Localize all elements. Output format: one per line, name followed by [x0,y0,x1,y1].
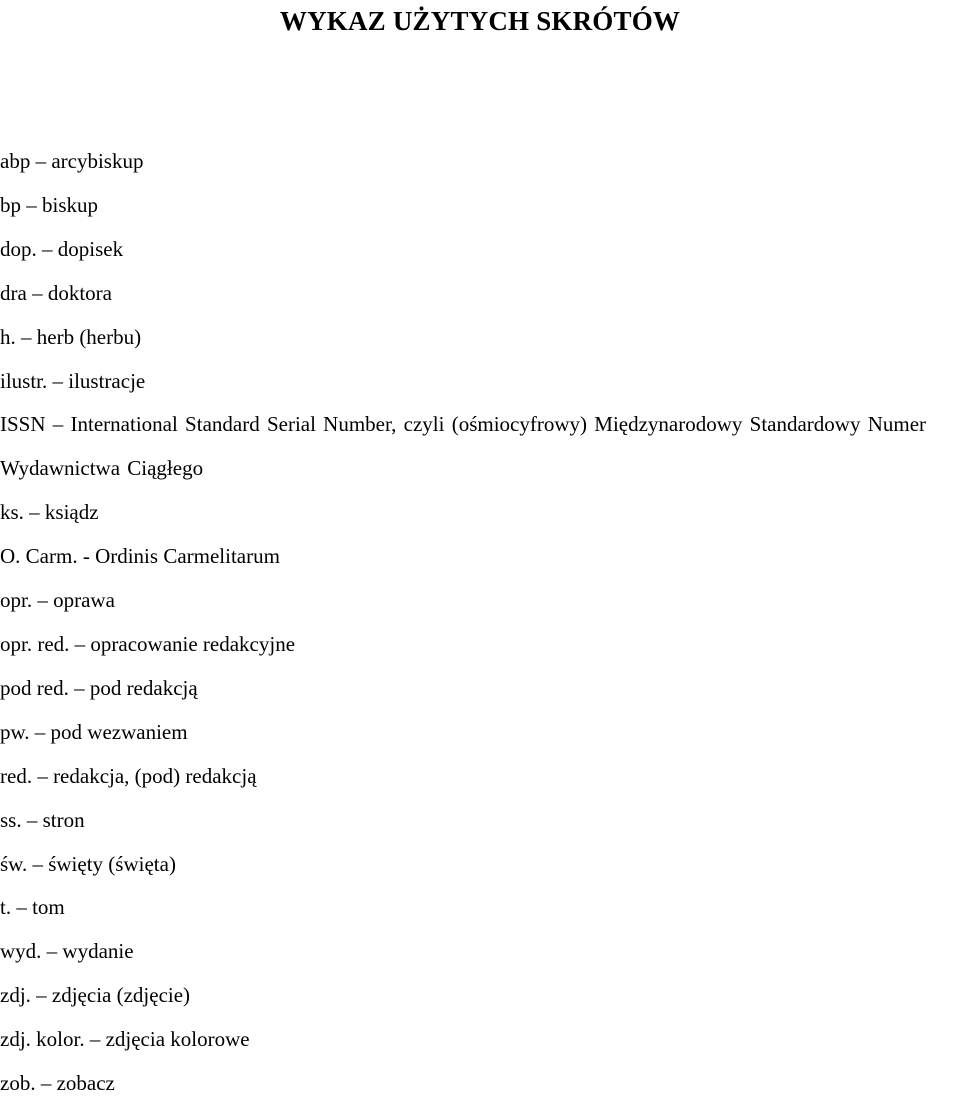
list-item-red: red. – redakcja, (pod) redakcją [0,763,257,788]
list-item-issn: ISSN – International Standard Serial Number, czyli (ośmiocyfrowy) Międzynarodowy Standardowy Numer Wydawnictwa Ciągłego [0,412,927,481]
list-item-sw: św. – święty (święta) [0,851,176,876]
list-item-pw: pw. – pod wezwaniem [0,719,188,744]
list-item-ss: ss. – stron [0,807,85,832]
list-item-opr-red: opr. red. – opracowanie redakcyjne [0,631,296,656]
list-item-dop: dop. – dopisek [0,236,124,261]
list-item-wyd: wyd. – wydanie [0,939,134,964]
list-item-abp: abp – arcybiskup [0,149,144,173]
list-item-zob: zob. – zobacz [0,1071,115,1096]
list-item-ks: ks. – ksiądz [0,500,99,525]
list-item-ilustr: ilustr. – ilustracje [0,368,146,393]
abbreviation-list [0,140,960,1106]
list-item-h: h. – herb (herbu) [0,324,142,349]
list-item-pod-red: pod red. – pod redakcją [0,675,198,700]
page-title: WYKAZ UŻYTYCH SKRÓTÓW [279,6,681,36]
list-item-zdj: zdj. – zdjęcia (zdjęcie) [0,983,191,1008]
list-item-bp: bp – biskup [0,192,99,217]
list-item-opr: opr. – oprawa [0,588,115,613]
list-item-t: t. – tom [0,895,65,920]
list-item-dra: dra – doktora [0,280,112,305]
list-item-o-carm: O. Carm. - Ordinis Carmelitarum [0,544,280,569]
list-item-zdj-kolor: zdj. kolor. – zdjęcia kolorowe [0,1027,250,1052]
